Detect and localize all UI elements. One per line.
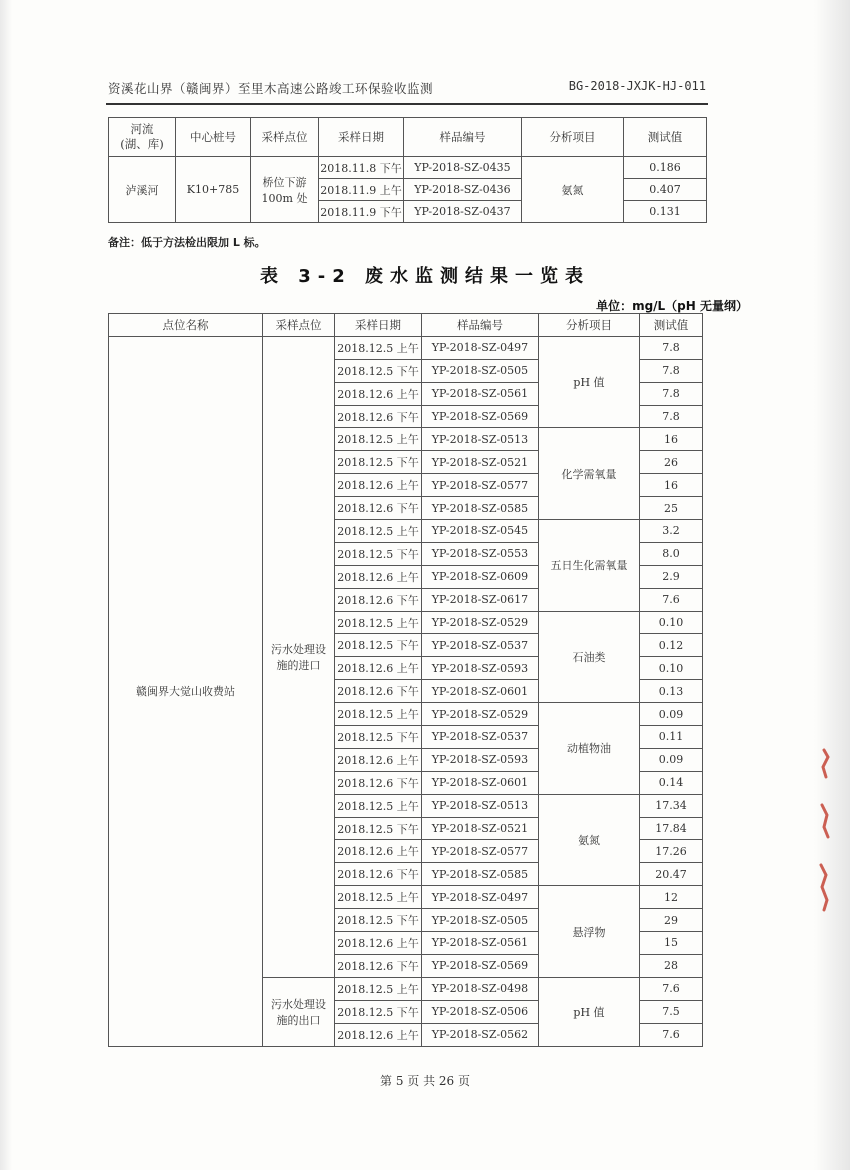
test-value: 16 xyxy=(640,474,703,497)
sampling-date: 2018.12.6 下午 xyxy=(335,588,422,611)
test-value: 15 xyxy=(640,932,703,955)
sample-id: YP-2018-SZ-0593 xyxy=(422,657,539,680)
analysis-item: pH 值 xyxy=(539,336,640,428)
analysis-item: 动植物油 xyxy=(539,703,640,795)
column-header: 样品编号 xyxy=(422,314,539,337)
sample-id: YP-2018-SZ-0513 xyxy=(422,794,539,817)
sampling-date: 2018.12.5 上午 xyxy=(335,886,422,909)
column-header: 采样点位 xyxy=(263,314,335,337)
sample-id: YP-2018-SZ-0537 xyxy=(422,726,539,749)
sample-id: YP-2018-SZ-0436 xyxy=(404,179,522,201)
column-header: 中心桩号 xyxy=(176,118,251,157)
table-note: 备注：低于方法检出限加 L 标。 xyxy=(108,236,266,249)
test-value: 7.8 xyxy=(640,405,703,428)
sample-id: YP-2018-SZ-0437 xyxy=(404,201,522,223)
column-header: 分析项目 xyxy=(522,118,624,157)
sampling-date: 2018.12.6 下午 xyxy=(335,497,422,520)
analysis-item: pH 值 xyxy=(539,977,640,1046)
header-title: 资溪花山界（赣闽界）至里木高速公路竣工环保验收监测 xyxy=(108,81,434,96)
sample-id: YP-2018-SZ-0521 xyxy=(422,451,539,474)
test-value: 0.13 xyxy=(640,680,703,703)
column-header: 采样日期 xyxy=(319,118,404,157)
sampling-date: 2018.12.5 上午 xyxy=(335,703,422,726)
sampling-date: 2018.12.5 下午 xyxy=(335,726,422,749)
column-header: 河流 (湖、库) xyxy=(109,118,176,157)
test-value: 17.84 xyxy=(640,817,703,840)
column-header: 分析项目 xyxy=(539,314,640,337)
red-seal-fragment xyxy=(812,745,834,915)
sampling-date: 2018.12.6 上午 xyxy=(335,840,422,863)
test-value: 0.131 xyxy=(624,201,707,223)
analysis-item: 氨氮 xyxy=(539,794,640,886)
sample-id: YP-2018-SZ-0561 xyxy=(422,382,539,405)
sampling-date: 2018.12.5 下午 xyxy=(335,359,422,382)
sample-id: YP-2018-SZ-0505 xyxy=(422,359,539,382)
sample-id: YP-2018-SZ-0529 xyxy=(422,703,539,726)
analysis-item: 悬浮物 xyxy=(539,886,640,978)
scan-edge-right xyxy=(814,0,850,1170)
sample-id: YP-2018-SZ-0577 xyxy=(422,840,539,863)
sampling-date: 2018.12.6 上午 xyxy=(335,932,422,955)
test-value: 0.09 xyxy=(640,748,703,771)
unit-label: 单位：mg/L（pH 无量纲） xyxy=(596,299,748,313)
test-value: 8.0 xyxy=(640,542,703,565)
test-value: 7.6 xyxy=(640,588,703,611)
column-header: 样品编号 xyxy=(404,118,522,157)
sampling-date: 2018.12.6 下午 xyxy=(335,954,422,977)
sample-id: YP-2018-SZ-0562 xyxy=(422,1023,539,1046)
sampling-date: 2018.12.5 上午 xyxy=(335,520,422,543)
sample-id: YP-2018-SZ-0505 xyxy=(422,909,539,932)
column-header: 测试值 xyxy=(624,118,707,157)
column-header: 测试值 xyxy=(640,314,703,337)
sampling-date: 2018.11.9 下午 xyxy=(319,201,404,223)
column-header: 点位名称 xyxy=(109,314,263,337)
test-value: 7.6 xyxy=(640,1023,703,1046)
column-header: 采样点位 xyxy=(251,118,319,157)
sampling-date: 2018.12.6 下午 xyxy=(335,863,422,886)
page-footer: 第 5 页 共 26 页 xyxy=(380,1074,470,1088)
sample-id: YP-2018-SZ-0585 xyxy=(422,497,539,520)
sample-id: YP-2018-SZ-0593 xyxy=(422,748,539,771)
sample-id: YP-2018-SZ-0577 xyxy=(422,474,539,497)
test-value: 7.8 xyxy=(640,336,703,359)
sampling-date: 2018.12.6 下午 xyxy=(335,405,422,428)
table-row xyxy=(109,157,707,179)
sampling-date: 2018.12.5 下午 xyxy=(335,1000,422,1023)
sample-id: YP-2018-SZ-0601 xyxy=(422,680,539,703)
sample-id: YP-2018-SZ-0561 xyxy=(422,932,539,955)
sample-id: YP-2018-SZ-0553 xyxy=(422,542,539,565)
test-value: 28 xyxy=(640,954,703,977)
river-name: 泸溪河 xyxy=(109,157,176,223)
test-value: 0.186 xyxy=(624,157,707,179)
test-value: 20.47 xyxy=(640,863,703,886)
sampling-date: 2018.12.5 下午 xyxy=(335,817,422,840)
table-title: 表 3-2 废水监测结果一览表 xyxy=(259,266,591,287)
sampling-date: 2018.12.6 下午 xyxy=(335,771,422,794)
test-value: 0.12 xyxy=(640,634,703,657)
sample-id: YP-2018-SZ-0521 xyxy=(422,817,539,840)
test-value: 17.34 xyxy=(640,794,703,817)
sample-id: YP-2018-SZ-0601 xyxy=(422,771,539,794)
header-rule xyxy=(106,103,708,105)
test-value: 26 xyxy=(640,451,703,474)
test-value: 25 xyxy=(640,497,703,520)
test-value: 0.10 xyxy=(640,611,703,634)
sample-id: YP-2018-SZ-0435 xyxy=(404,157,522,179)
sampling-point: 桥位下游 100m 处 xyxy=(251,157,319,223)
sampling-date: 2018.12.5 下午 xyxy=(335,909,422,932)
sample-id: YP-2018-SZ-0569 xyxy=(422,405,539,428)
sample-id: YP-2018-SZ-0506 xyxy=(422,1000,539,1023)
sample-id: YP-2018-SZ-0497 xyxy=(422,886,539,909)
test-value: 0.10 xyxy=(640,657,703,680)
stake-number: K10+785 xyxy=(176,157,251,223)
sampling-date: 2018.12.5 上午 xyxy=(335,611,422,634)
sample-id: YP-2018-SZ-0497 xyxy=(422,336,539,359)
table-row xyxy=(109,336,703,359)
sample-id: YP-2018-SZ-0585 xyxy=(422,863,539,886)
sampling-date: 2018.12.5 上午 xyxy=(335,794,422,817)
analysis-item: 氨氮 xyxy=(522,157,624,223)
analysis-item: 五日生化需氧量 xyxy=(539,520,640,612)
wastewater-table xyxy=(108,313,703,1047)
report-number: BG-2018-JXJK-HJ-011 xyxy=(568,79,706,93)
test-value: 3.2 xyxy=(640,520,703,543)
table-header-row xyxy=(109,314,703,337)
test-value: 0.407 xyxy=(624,179,707,201)
test-value: 0.09 xyxy=(640,703,703,726)
sampling-date: 2018.12.5 上午 xyxy=(335,336,422,359)
sampling-date: 2018.12.5 下午 xyxy=(335,634,422,657)
sampling-date: 2018.12.6 上午 xyxy=(335,565,422,588)
test-value: 17.26 xyxy=(640,840,703,863)
sampling-date: 2018.12.5 上午 xyxy=(335,977,422,1000)
test-value: 12 xyxy=(640,886,703,909)
sampling-date: 2018.12.6 上午 xyxy=(335,657,422,680)
sampling-date: 2018.12.6 上午 xyxy=(335,748,422,771)
table-header-row xyxy=(109,118,707,157)
scan-edge-left xyxy=(0,0,12,1170)
surface-water-table xyxy=(108,117,707,223)
test-value: 7.8 xyxy=(640,359,703,382)
sampling-date: 2018.12.6 下午 xyxy=(335,680,422,703)
test-value: 2.9 xyxy=(640,565,703,588)
sample-id: YP-2018-SZ-0498 xyxy=(422,977,539,1000)
page-header xyxy=(108,79,706,99)
test-value: 16 xyxy=(640,428,703,451)
sample-id: YP-2018-SZ-0545 xyxy=(422,520,539,543)
test-value: 0.14 xyxy=(640,771,703,794)
test-value: 0.11 xyxy=(640,726,703,749)
sample-id: YP-2018-SZ-0609 xyxy=(422,565,539,588)
analysis-item: 化学需氧量 xyxy=(539,428,640,520)
sampling-date: 2018.12.5 下午 xyxy=(335,542,422,565)
sampling-date: 2018.12.6 上午 xyxy=(335,474,422,497)
test-value: 7.5 xyxy=(640,1000,703,1023)
sample-id: YP-2018-SZ-0569 xyxy=(422,954,539,977)
test-value: 7.6 xyxy=(640,977,703,1000)
test-value: 29 xyxy=(640,909,703,932)
sampling-date: 2018.12.5 上午 xyxy=(335,428,422,451)
sampling-date: 2018.11.9 上午 xyxy=(319,179,404,201)
sampling-date: 2018.12.6 上午 xyxy=(335,382,422,405)
sampling-date: 2018.12.5 下午 xyxy=(335,451,422,474)
sampling-point: 污水处理设 施的进口 xyxy=(263,336,335,977)
sample-id: YP-2018-SZ-0529 xyxy=(422,611,539,634)
analysis-item: 石油类 xyxy=(539,611,640,703)
sample-id: YP-2018-SZ-0617 xyxy=(422,588,539,611)
test-value: 7.8 xyxy=(640,382,703,405)
sample-id: YP-2018-SZ-0537 xyxy=(422,634,539,657)
sampling-point: 污水处理设 施的出口 xyxy=(263,977,335,1046)
sampling-date: 2018.11.8 下午 xyxy=(319,157,404,179)
column-header: 采样日期 xyxy=(335,314,422,337)
sampling-date: 2018.12.6 上午 xyxy=(335,1023,422,1046)
sample-id: YP-2018-SZ-0513 xyxy=(422,428,539,451)
station-name: 赣闽界大觉山收费站 xyxy=(109,336,263,1046)
